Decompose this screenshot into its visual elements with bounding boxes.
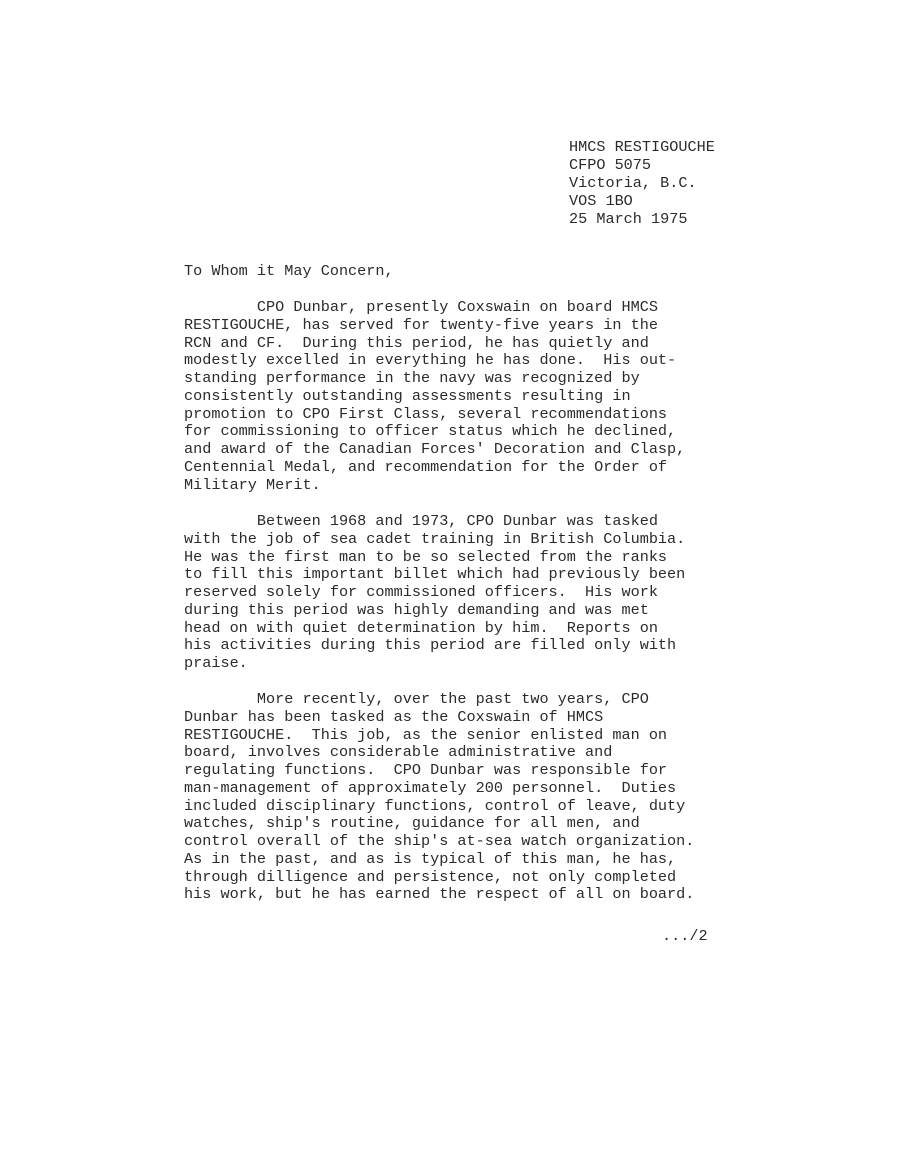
paragraph-line: RESTIGOUCHE, has served for twenty-five years in the (184, 315, 658, 334)
paragraph-line: More recently, over the past two years, CPO (184, 690, 649, 708)
address-line-postal-code: VOS 1BO (569, 192, 633, 210)
paragraph-line: Dunbar has been tasked as the Coxswain of HMCS (184, 707, 604, 726)
paragraph-line: CPO Dunbar, presently Coxswain on board HMCS (184, 298, 658, 316)
letter-date: 25 March 1975 (569, 210, 688, 228)
body-paragraph-1 (184, 299, 685, 494)
paragraph-line: control overall of the ship's at-sea watch organization. (184, 832, 695, 850)
paragraph-line: man-management of approximately 200 personnel. Duties (184, 778, 677, 797)
paragraph-line: board, involves considerable administrative and (184, 743, 613, 762)
body-paragraph-2 (184, 513, 685, 673)
paragraph-line: his activities during this period are filled only with (184, 636, 677, 655)
salutation: To Whom it May Concern, (184, 262, 394, 280)
paragraph-line: his work, but he has earned the respect of all on board. (184, 885, 695, 904)
paragraph-line: and award of the Canadian Forces' Decoration and Clasp, (184, 440, 686, 458)
paragraph-line: Between 1968 and 1973, CPO Dunbar was tasked (184, 512, 658, 530)
paragraph-line: for commissioning to officer status which he declined, (184, 422, 677, 441)
paragraph-line: praise. (184, 654, 248, 672)
paragraph-line: He was the first man to be so selected from the ranks (184, 547, 668, 566)
address-line-ship: HMCS RESTIGOUCHE (569, 138, 715, 156)
paragraph-line: consistently outstanding assessments resulting in (184, 386, 631, 405)
address-line-postal-office: CFPO 5075 (569, 156, 652, 174)
paragraph-line: RCN and CF. During this period, he has quietly and (184, 333, 649, 352)
paragraph-line: As in the past, and as is typical of this man, he has, (184, 849, 677, 868)
paragraph-line: RESTIGOUCHE. This job, as the senior enlisted man on (184, 725, 668, 744)
paragraph-line: during this period was highly demanding and was met (184, 600, 649, 619)
paragraph-line: standing performance in the navy was recognized by (184, 369, 640, 387)
paragraph-line: modestly excelled in everything he has done. His out- (184, 351, 677, 370)
sender-address-block (569, 138, 715, 228)
page-continuation-marker: .../2 (662, 927, 708, 945)
address-line-city: Victoria, B.C. (569, 174, 697, 192)
paragraph-line: through dilligence and persistence, not only completed (184, 867, 677, 886)
paragraph-line: with the job of sea cadet training in British Columbia. (184, 529, 686, 548)
paragraph-line: Military Merit. (184, 475, 321, 494)
paragraph-line: head on with quiet determination by him. Reports on (184, 618, 658, 637)
paragraph-line: included disciplinary functions, control of leave, duty (184, 796, 686, 815)
paragraph-line: promotion to CPO First Class, several recommendations (184, 404, 668, 423)
paragraph-line: to fill this important billet which had previously been (184, 565, 686, 584)
paragraph-line: regulating functions. CPO Dunbar was responsible for (184, 761, 668, 779)
paragraph-line: watches, ship's routine, guidance for all men, and (184, 814, 640, 833)
body-paragraph-3 (184, 691, 694, 904)
paragraph-line: reserved solely for commissioned officers. His work (184, 583, 658, 601)
paragraph-line: Centennial Medal, and recommendation for the Order of (184, 457, 668, 476)
